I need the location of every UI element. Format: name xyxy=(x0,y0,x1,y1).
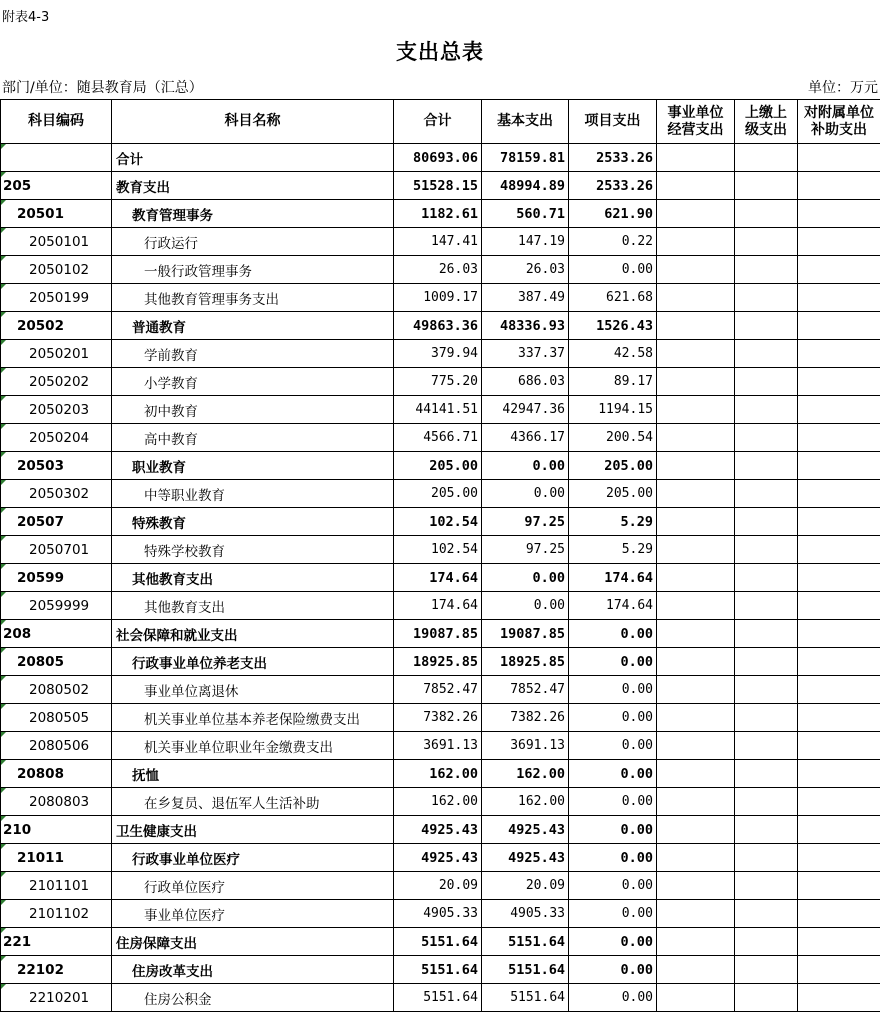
col-header-project: 项目支出 xyxy=(569,100,657,144)
cell-remit xyxy=(735,732,798,760)
cell-project: 0.00 xyxy=(569,956,657,984)
cell-name: 一般行政管理事务 xyxy=(112,256,394,284)
cell-project: 1194.15 xyxy=(569,396,657,424)
cell-subsidy xyxy=(798,172,880,200)
cell-total: 5151.64 xyxy=(394,928,482,956)
cell-subsidy xyxy=(798,844,880,872)
cell-remit xyxy=(735,312,798,340)
cell-code: 20507 xyxy=(1,508,112,536)
cell-total: 1009.17 xyxy=(394,284,482,312)
cell-basic: 337.37 xyxy=(482,340,569,368)
cell-code: 208 xyxy=(1,620,112,648)
cell-total: 205.00 xyxy=(394,480,482,508)
table-body xyxy=(1,144,880,1012)
cell-project: 205.00 xyxy=(569,480,657,508)
cell-total: 20.09 xyxy=(394,872,482,900)
table-row xyxy=(1,564,880,592)
cell-total: 775.20 xyxy=(394,368,482,396)
cell-subsidy xyxy=(798,508,880,536)
table-row xyxy=(1,508,880,536)
cell-code: 2101102 xyxy=(1,900,112,928)
cell-total: 51528.15 xyxy=(394,172,482,200)
cell-subsidy xyxy=(798,872,880,900)
cell-project: 205.00 xyxy=(569,452,657,480)
cell-subsidy xyxy=(798,424,880,452)
cell-code: 221 xyxy=(1,928,112,956)
cell-basic: 97.25 xyxy=(482,508,569,536)
cell-name: 行政事业单位医疗 xyxy=(112,844,394,872)
cell-business xyxy=(657,704,735,732)
cell-subsidy xyxy=(798,284,880,312)
cell-subsidy xyxy=(798,312,880,340)
cell-business xyxy=(657,200,735,228)
table-row xyxy=(1,844,880,872)
table-row xyxy=(1,592,880,620)
cell-total: 4566.71 xyxy=(394,424,482,452)
cell-name: 住房改革支出 xyxy=(112,956,394,984)
table-row xyxy=(1,200,880,228)
table-row xyxy=(1,788,880,816)
cell-name: 初中教育 xyxy=(112,396,394,424)
cell-total: 102.54 xyxy=(394,536,482,564)
cell-code: 22102 xyxy=(1,956,112,984)
cell-name: 小学教育 xyxy=(112,368,394,396)
page-title: 支出总表 xyxy=(396,40,484,64)
cell-total: 4925.43 xyxy=(394,844,482,872)
cell-business xyxy=(657,508,735,536)
cell-code: 2050102 xyxy=(1,256,112,284)
table-header-row xyxy=(1,100,880,144)
cell-name: 学前教育 xyxy=(112,340,394,368)
table-row xyxy=(1,452,880,480)
cell-project: 0.00 xyxy=(569,816,657,844)
cell-basic: 4905.33 xyxy=(482,900,569,928)
cell-remit xyxy=(735,900,798,928)
cell-basic: 686.03 xyxy=(482,368,569,396)
cell-project: 174.64 xyxy=(569,592,657,620)
cell-business xyxy=(657,844,735,872)
expenditure-table xyxy=(0,99,880,1012)
cell-subsidy xyxy=(798,620,880,648)
col-header-code: 科目编码 xyxy=(1,100,112,144)
cell-project: 1526.43 xyxy=(569,312,657,340)
cell-code: 2080502 xyxy=(1,676,112,704)
cell-business xyxy=(657,284,735,312)
col-header-basic: 基本支出 xyxy=(482,100,569,144)
cell-subsidy xyxy=(798,256,880,284)
cell-total: 4925.43 xyxy=(394,816,482,844)
table-row xyxy=(1,732,880,760)
table-row xyxy=(1,928,880,956)
cell-subsidy xyxy=(798,704,880,732)
cell-business xyxy=(657,620,735,648)
cell-basic: 0.00 xyxy=(482,480,569,508)
cell-subsidy xyxy=(798,144,880,172)
table-row xyxy=(1,704,880,732)
unit-label: 单位：万元 xyxy=(808,80,878,96)
cell-total: 18925.85 xyxy=(394,648,482,676)
cell-name: 机关事业单位职业年金缴费支出 xyxy=(112,732,394,760)
cell-project: 0.00 xyxy=(569,844,657,872)
cell-total: 162.00 xyxy=(394,760,482,788)
cell-basic: 162.00 xyxy=(482,788,569,816)
cell-total: 5151.64 xyxy=(394,984,482,1012)
cell-code: 20502 xyxy=(1,312,112,340)
cell-remit xyxy=(735,424,798,452)
cell-remit xyxy=(735,396,798,424)
cell-total: 147.41 xyxy=(394,228,482,256)
cell-remit xyxy=(735,564,798,592)
cell-subsidy xyxy=(798,480,880,508)
cell-business xyxy=(657,172,735,200)
cell-total: 205.00 xyxy=(394,452,482,480)
cell-subsidy xyxy=(798,648,880,676)
cell-total: 49863.36 xyxy=(394,312,482,340)
cell-remit xyxy=(735,172,798,200)
cell-name: 特殊教育 xyxy=(112,508,394,536)
cell-business xyxy=(657,228,735,256)
cell-total: 80693.06 xyxy=(394,144,482,172)
cell-project: 0.00 xyxy=(569,872,657,900)
cell-subsidy xyxy=(798,788,880,816)
cell-name: 机关事业单位基本养老保险缴费支出 xyxy=(112,704,394,732)
cell-name: 高中教育 xyxy=(112,424,394,452)
cell-subsidy xyxy=(798,564,880,592)
cell-name: 行政运行 xyxy=(112,228,394,256)
cell-code: 20805 xyxy=(1,648,112,676)
cell-remit xyxy=(735,480,798,508)
cell-subsidy xyxy=(798,452,880,480)
cell-basic: 162.00 xyxy=(482,760,569,788)
cell-project: 0.00 xyxy=(569,620,657,648)
cell-total: 174.64 xyxy=(394,564,482,592)
cell-total: 4905.33 xyxy=(394,900,482,928)
cell-subsidy xyxy=(798,396,880,424)
cell-remit xyxy=(735,452,798,480)
cell-total: 102.54 xyxy=(394,508,482,536)
table-row xyxy=(1,620,880,648)
cell-business xyxy=(657,312,735,340)
cell-subsidy xyxy=(798,592,880,620)
cell-project: 174.64 xyxy=(569,564,657,592)
col-header-subsidy: 对附属单位补助支出 xyxy=(798,100,880,144)
table-row xyxy=(1,872,880,900)
cell-basic: 97.25 xyxy=(482,536,569,564)
cell-project: 0.00 xyxy=(569,900,657,928)
cell-remit xyxy=(735,508,798,536)
cell-project: 621.68 xyxy=(569,284,657,312)
cell-total: 44141.51 xyxy=(394,396,482,424)
cell-code: 2050202 xyxy=(1,368,112,396)
cell-code: 20503 xyxy=(1,452,112,480)
cell-project: 42.58 xyxy=(569,340,657,368)
cell-project: 89.17 xyxy=(569,368,657,396)
cell-name: 住房保障支出 xyxy=(112,928,394,956)
col-header-business: 事业单位经营支出 xyxy=(657,100,735,144)
table-row xyxy=(1,480,880,508)
cell-business xyxy=(657,368,735,396)
attachment-number: 附表4-3 xyxy=(2,10,50,25)
cell-remit xyxy=(735,340,798,368)
cell-project: 0.00 xyxy=(569,256,657,284)
cell-subsidy xyxy=(798,732,880,760)
cell-business xyxy=(657,816,735,844)
cell-basic: 560.71 xyxy=(482,200,569,228)
cell-business xyxy=(657,452,735,480)
col-header-remit: 上缴上级支出 xyxy=(735,100,798,144)
cell-subsidy xyxy=(798,368,880,396)
cell-project: 5.29 xyxy=(569,536,657,564)
cell-code: 205 xyxy=(1,172,112,200)
cell-project: 0.00 xyxy=(569,788,657,816)
cell-subsidy xyxy=(798,200,880,228)
cell-business xyxy=(657,396,735,424)
cell-code: 2050201 xyxy=(1,340,112,368)
cell-basic: 0.00 xyxy=(482,592,569,620)
cell-remit xyxy=(735,228,798,256)
cell-code: 2050701 xyxy=(1,536,112,564)
table-row xyxy=(1,648,880,676)
cell-business xyxy=(657,732,735,760)
table-row xyxy=(1,956,880,984)
cell-code xyxy=(1,144,112,172)
table-row xyxy=(1,816,880,844)
table-row xyxy=(1,340,880,368)
cell-business xyxy=(657,340,735,368)
table-row xyxy=(1,760,880,788)
department-label: 部门/单位：随县教育局（汇总） xyxy=(2,80,203,96)
cell-name: 其他教育支出 xyxy=(112,564,394,592)
cell-name: 在乡复员、退伍军人生活补助 xyxy=(112,788,394,816)
cell-subsidy xyxy=(798,984,880,1012)
cell-name: 社会保障和就业支出 xyxy=(112,620,394,648)
cell-remit xyxy=(735,256,798,284)
cell-business xyxy=(657,256,735,284)
cell-basic: 20.09 xyxy=(482,872,569,900)
cell-code: 2050203 xyxy=(1,396,112,424)
cell-project: 200.54 xyxy=(569,424,657,452)
cell-code: 2080505 xyxy=(1,704,112,732)
cell-basic: 26.03 xyxy=(482,256,569,284)
cell-business xyxy=(657,564,735,592)
cell-basic: 3691.13 xyxy=(482,732,569,760)
cell-basic: 147.19 xyxy=(482,228,569,256)
table-row xyxy=(1,312,880,340)
table-row xyxy=(1,284,880,312)
cell-remit xyxy=(735,648,798,676)
cell-name: 特殊学校教育 xyxy=(112,536,394,564)
cell-total: 379.94 xyxy=(394,340,482,368)
cell-subsidy xyxy=(798,536,880,564)
table-row xyxy=(1,424,880,452)
cell-code: 21011 xyxy=(1,844,112,872)
cell-name: 住房公积金 xyxy=(112,984,394,1012)
cell-code: 2050101 xyxy=(1,228,112,256)
cell-subsidy xyxy=(798,816,880,844)
table-row xyxy=(1,172,880,200)
cell-project: 2533.26 xyxy=(569,172,657,200)
cell-code: 2101101 xyxy=(1,872,112,900)
cell-total: 162.00 xyxy=(394,788,482,816)
cell-project: 5.29 xyxy=(569,508,657,536)
cell-basic: 19087.85 xyxy=(482,620,569,648)
table-row xyxy=(1,368,880,396)
cell-remit xyxy=(735,144,798,172)
cell-basic: 0.00 xyxy=(482,452,569,480)
cell-basic: 4366.17 xyxy=(482,424,569,452)
cell-business xyxy=(657,144,735,172)
cell-business xyxy=(657,760,735,788)
cell-business xyxy=(657,648,735,676)
cell-subsidy xyxy=(798,228,880,256)
cell-subsidy xyxy=(798,760,880,788)
cell-remit xyxy=(735,200,798,228)
cell-basic: 48336.93 xyxy=(482,312,569,340)
cell-basic: 5151.64 xyxy=(482,984,569,1012)
cell-business xyxy=(657,480,735,508)
table-row xyxy=(1,984,880,1012)
cell-remit xyxy=(735,676,798,704)
cell-remit xyxy=(735,844,798,872)
cell-name: 抚恤 xyxy=(112,760,394,788)
cell-business xyxy=(657,900,735,928)
cell-business xyxy=(657,984,735,1012)
cell-basic: 18925.85 xyxy=(482,648,569,676)
cell-remit xyxy=(735,872,798,900)
cell-basic: 7382.26 xyxy=(482,704,569,732)
cell-code: 20808 xyxy=(1,760,112,788)
cell-name: 其他教育管理事务支出 xyxy=(112,284,394,312)
cell-basic: 5151.64 xyxy=(482,928,569,956)
cell-project: 0.00 xyxy=(569,732,657,760)
col-header-name: 科目名称 xyxy=(112,100,394,144)
cell-code: 2050302 xyxy=(1,480,112,508)
cell-project: 0.00 xyxy=(569,984,657,1012)
cell-business xyxy=(657,592,735,620)
cell-name: 其他教育支出 xyxy=(112,592,394,620)
cell-name: 卫生健康支出 xyxy=(112,816,394,844)
cell-subsidy xyxy=(798,956,880,984)
cell-remit xyxy=(735,592,798,620)
cell-code: 210 xyxy=(1,816,112,844)
cell-business xyxy=(657,928,735,956)
cell-remit xyxy=(735,956,798,984)
cell-total: 26.03 xyxy=(394,256,482,284)
cell-code: 20501 xyxy=(1,200,112,228)
cell-remit xyxy=(735,620,798,648)
cell-basic: 42947.36 xyxy=(482,396,569,424)
cell-name: 行政单位医疗 xyxy=(112,872,394,900)
cell-project: 0.00 xyxy=(569,676,657,704)
cell-business xyxy=(657,676,735,704)
cell-basic: 7852.47 xyxy=(482,676,569,704)
cell-basic: 4925.43 xyxy=(482,816,569,844)
cell-total: 3691.13 xyxy=(394,732,482,760)
cell-subsidy xyxy=(798,676,880,704)
cell-business xyxy=(657,788,735,816)
table-row xyxy=(1,228,880,256)
cell-total: 1182.61 xyxy=(394,200,482,228)
cell-total: 7852.47 xyxy=(394,676,482,704)
table-row xyxy=(1,256,880,284)
cell-remit xyxy=(735,788,798,816)
cell-basic: 387.49 xyxy=(482,284,569,312)
cell-code: 2059999 xyxy=(1,592,112,620)
cell-subsidy xyxy=(798,340,880,368)
cell-business xyxy=(657,536,735,564)
table-row xyxy=(1,144,880,172)
col-header-total: 合计 xyxy=(394,100,482,144)
cell-remit xyxy=(735,760,798,788)
cell-code: 2210201 xyxy=(1,984,112,1012)
cell-name: 事业单位医疗 xyxy=(112,900,394,928)
cell-basic: 4925.43 xyxy=(482,844,569,872)
cell-business xyxy=(657,872,735,900)
cell-project: 0.22 xyxy=(569,228,657,256)
cell-remit xyxy=(735,536,798,564)
cell-total: 174.64 xyxy=(394,592,482,620)
cell-basic: 0.00 xyxy=(482,564,569,592)
table-row xyxy=(1,536,880,564)
cell-basic: 48994.89 xyxy=(482,172,569,200)
cell-remit xyxy=(735,284,798,312)
cell-total: 7382.26 xyxy=(394,704,482,732)
cell-name: 教育管理事务 xyxy=(112,200,394,228)
cell-subsidy xyxy=(798,928,880,956)
cell-subsidy xyxy=(798,900,880,928)
cell-project: 621.90 xyxy=(569,200,657,228)
cell-project: 0.00 xyxy=(569,648,657,676)
cell-name: 中等职业教育 xyxy=(112,480,394,508)
cell-total: 19087.85 xyxy=(394,620,482,648)
cell-name: 普通教育 xyxy=(112,312,394,340)
table-row xyxy=(1,676,880,704)
cell-code: 2080803 xyxy=(1,788,112,816)
cell-name: 职业教育 xyxy=(112,452,394,480)
cell-name: 教育支出 xyxy=(112,172,394,200)
cell-basic: 78159.81 xyxy=(482,144,569,172)
cell-code: 2050204 xyxy=(1,424,112,452)
cell-business xyxy=(657,424,735,452)
cell-name: 行政事业单位养老支出 xyxy=(112,648,394,676)
cell-project: 0.00 xyxy=(569,760,657,788)
cell-code: 2050199 xyxy=(1,284,112,312)
cell-remit xyxy=(735,984,798,1012)
cell-code: 2080506 xyxy=(1,732,112,760)
cell-name: 事业单位离退休 xyxy=(112,676,394,704)
cell-remit xyxy=(735,704,798,732)
table-row xyxy=(1,900,880,928)
cell-basic: 5151.64 xyxy=(482,956,569,984)
cell-code: 20599 xyxy=(1,564,112,592)
cell-name: 合计 xyxy=(112,144,394,172)
cell-project: 0.00 xyxy=(569,928,657,956)
cell-remit xyxy=(735,816,798,844)
cell-business xyxy=(657,956,735,984)
table-row xyxy=(1,396,880,424)
cell-remit xyxy=(735,928,798,956)
cell-total: 5151.64 xyxy=(394,956,482,984)
cell-project: 2533.26 xyxy=(569,144,657,172)
cell-project: 0.00 xyxy=(569,704,657,732)
cell-remit xyxy=(735,368,798,396)
